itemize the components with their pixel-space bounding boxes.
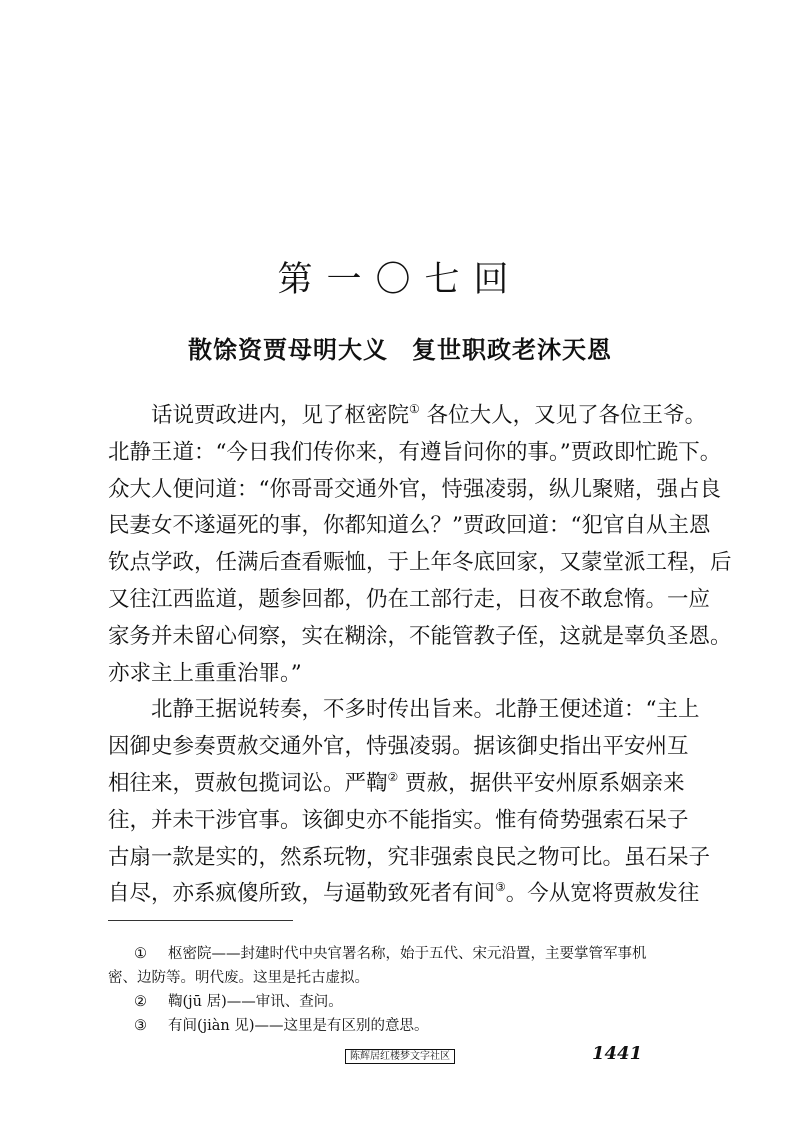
paragraph-1: [108, 398, 732, 692]
text-segment: 各位大人，又见了各位王爷。: [419, 403, 707, 428]
subtitle-right: 复世职政老沐天恩: [412, 335, 612, 364]
text-line: [108, 876, 700, 913]
footnote-2: [108, 990, 688, 1014]
text-segment: 自尽，亦系疯傻所致，与逼勒致死者有间: [108, 881, 496, 907]
footnotes: [108, 942, 688, 1038]
text-segment: 话说贾政进内，见了枢密院: [151, 403, 410, 428]
text-line: 往，并未干涉官事。该御史亦不能指实。惟有倚势强索石呆子: [108, 807, 689, 833]
footnote-number: ③: [134, 1018, 147, 1034]
footnote-ref-2: ②: [387, 769, 399, 784]
subtitle-left: 散馀资贾母明大义: [188, 335, 388, 364]
footnote-number: ②: [134, 994, 147, 1010]
text-line: 众大人便问道：“你哥哥交通外官，恃强凌弱，纵儿聚赌，强占良: [108, 476, 721, 502]
footnote-text: 鞫(jū 居)——审讯、查问。: [168, 994, 343, 1010]
page-number: 1441: [592, 1043, 643, 1064]
text-line: 北静王道：“今日我们传你来，有遵旨问你的事。”贾政即忙跪下。: [108, 439, 722, 465]
chapter-subtitle: [0, 334, 800, 366]
text-line: 民妻女不遂逼死的事，你都知道么？”贾政回道：“犯官自从主恩: [108, 513, 711, 539]
text-segment: 。今从宽将贾赦发往: [505, 881, 700, 907]
text-line: 钦点学政，任满后查看赈恤，于上年冬底回家，又蒙堂派工程，后: [108, 550, 732, 576]
footnote-number: ①: [134, 946, 147, 962]
footnote-1: [108, 942, 688, 966]
text-line: [108, 398, 707, 435]
footnote-1-continued: 密、边防等。明代废。这里是托古虚拟。: [108, 970, 369, 986]
footnote-3: [108, 1014, 688, 1038]
footnote-divider: [108, 920, 293, 921]
text-line: 又往江西监道，题参回都，仍在工部行走，日夜不敢怠惰。一应: [108, 586, 711, 612]
text-segment: 相往来，贾赦包揽词讼。严鞫: [108, 770, 388, 796]
text-line: 家务并未留心伺察，实在糊涂，不能管教子侄，这就是辜负圣恩。: [108, 623, 732, 649]
footnote-ref-1: ①: [409, 402, 420, 416]
source-stamp: 陈辉居红楼梦文字社区: [345, 1049, 455, 1064]
footnote-ref-3: ③: [495, 880, 506, 895]
text-segment: 贾赦，据供平安州原系姻亲来: [398, 770, 685, 796]
text-line: 亦求主上重重治罪。”: [108, 660, 302, 686]
text-line: 因御史参奏贾赦交通外官，恃强凌弱。据该御史指出平安州互: [108, 734, 689, 760]
paragraph-2: [108, 692, 711, 913]
footnote-text: 有间(jiàn 见)——这里是有区别的意思。: [168, 1018, 429, 1034]
text-line: 古扇一款是实的，然系玩物，究非强索良民之物可比。虽石呆子: [108, 844, 711, 870]
text-line: 北静王据说转奏，不多时传出旨来。北静王便述道：“主上: [151, 697, 700, 723]
chapter-title: 第一〇七回: [277, 260, 523, 300]
footnote-text: 枢密院——封建时代中央官署名称，始于五代、宋元沿置，主要掌管军事机: [168, 946, 647, 962]
text-line: [108, 766, 688, 803]
body-text: [108, 398, 732, 913]
